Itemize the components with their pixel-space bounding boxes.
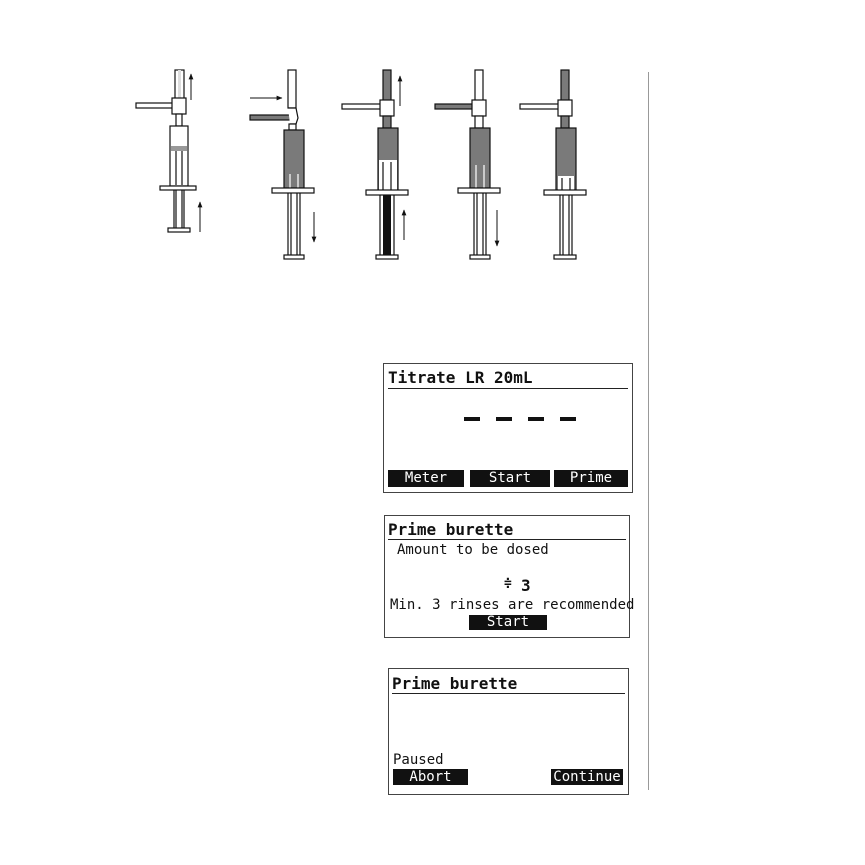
prime-softkey[interactable]: Prime — [554, 470, 628, 487]
screen-title: Titrate LR 20mL — [388, 368, 533, 387]
title-rule — [392, 693, 625, 694]
rinse-count-value[interactable]: 3 — [521, 576, 531, 595]
screen-title: Prime burette — [392, 674, 518, 693]
meter-softkey[interactable]: Meter — [388, 470, 464, 487]
lcd-screen-prime-setup — [384, 515, 635, 638]
start-softkey[interactable]: Start — [470, 470, 550, 487]
lcd-screen-titrate — [383, 363, 633, 493]
syringe-step-4 — [435, 70, 500, 259]
abort-button[interactable]: Abort — [393, 769, 468, 785]
screen-title: Prime burette — [388, 520, 514, 539]
start-button[interactable]: Start — [469, 615, 547, 630]
amount-label: Amount to be dosed — [397, 542, 549, 558]
status-text: Paused — [393, 752, 444, 768]
margin-divider — [648, 72, 649, 790]
syringe-step-3 — [342, 70, 408, 259]
title-rule — [388, 388, 628, 389]
lcd-screen-prime-paused — [388, 668, 629, 795]
syringe-step-1 — [136, 70, 196, 232]
reading-dash — [528, 417, 544, 421]
up-down-arrows-icon[interactable]: ≑ — [504, 576, 512, 591]
recommendation-note: Min. 3 rinses are recommended — [390, 597, 635, 613]
reading-dash — [496, 417, 512, 421]
continue-button[interactable]: Continue — [551, 769, 623, 785]
syringe-step-5 — [520, 70, 586, 259]
title-rule — [388, 539, 626, 540]
reading-dash — [560, 417, 576, 421]
reading-dash — [464, 417, 480, 421]
